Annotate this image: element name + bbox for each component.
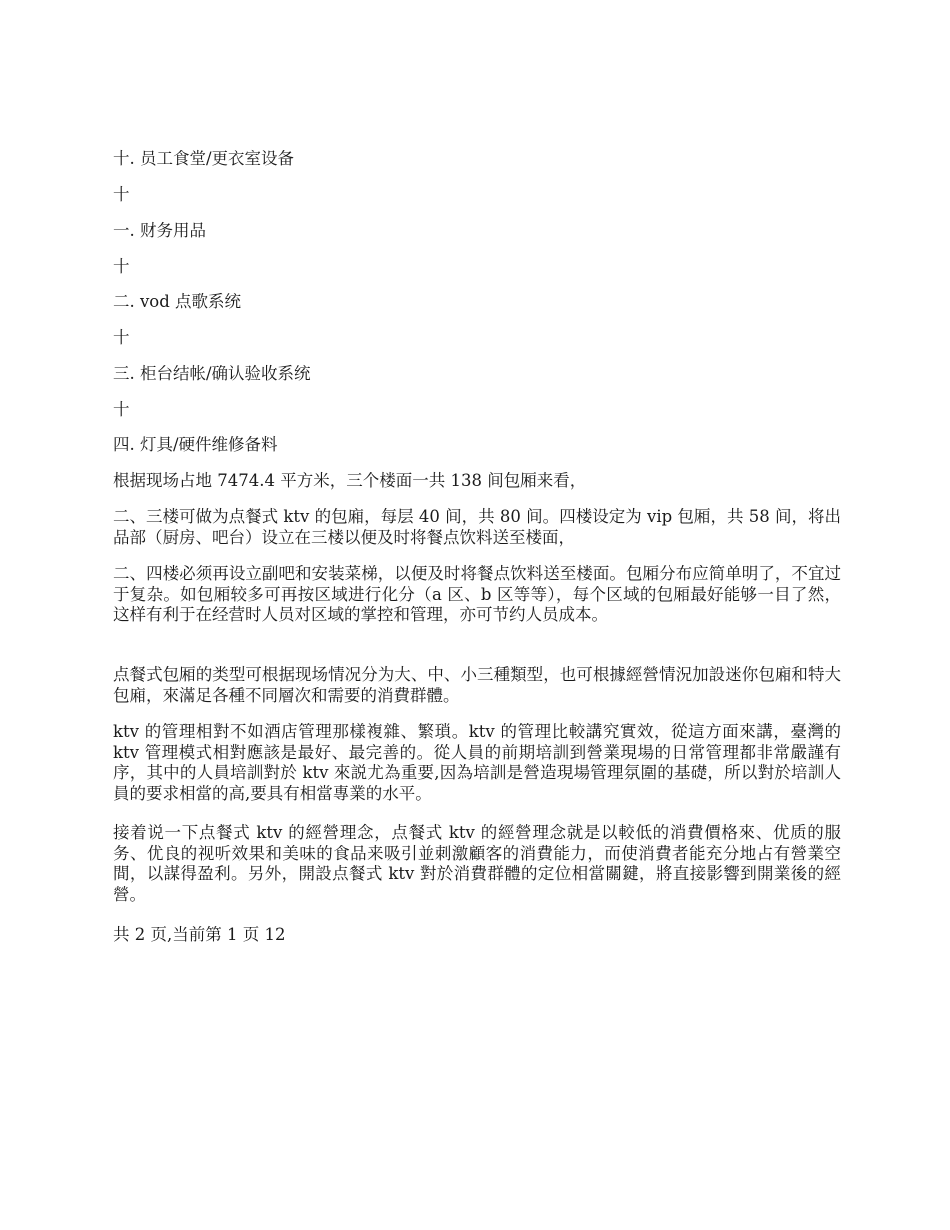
list-heading: 一. 财务用品 (113, 221, 206, 240)
body-paragraph: 根据现场占地 7474.4 平方米，三个楼面一共 138 间包厢来看， (113, 471, 587, 490)
body-paragraph: 二、四楼必须再设立副吧和安装菜梯，以便及时将餐点饮料送至楼面。包厢分布应简单明了，不宜过于复杂。如包厢较多可再按区域进行化分（a 区、b 区等等），每个区域的包厢最好能够一目了然，这样有利于在经营时人员对区域的掌控和管理，亦可节约人员成本。 (113, 564, 841, 624)
body-paragraph: ktv 的管理相對不如酒店管理那樣複雜、繁瑣。ktv 的管理比較講究實效，從這方面來講，臺灣的 ktv 管理模式相對應該是最好、最完善的。從人員的前期培訓到營業現場的日常管理都非常嚴謹有序，其中的人員培訓對於 ktv 來説尤為重要,因為培訓是營造現場管理氛圍的基礎，所以對於培訓人員的要求相當的高,要具有相當專業的水平。 (113, 722, 841, 803)
list-heading: 十 (113, 328, 130, 347)
page-footer: 共 2 页,当前第 1 页 12 (113, 925, 286, 944)
body-paragraph: 点餐式包厢的类型可根据现场情况分为大、中、小三種類型，也可根據經營情況加設迷你包廂和特大包廂，來滿足各種不同層次和需要的消費群體。 (113, 665, 841, 705)
body-paragraph: 接着说一下点餐式 ktv 的經營理念，点餐式 ktv 的經營理念就是以較低的消費價格來、优质的服务、优良的视听效果和美味的食品来吸引並刺激顧客的消費能力，而使消費者能充分地占有營業空間，以謀得盈利。另外，開設点餐式 ktv 對於消費群體的定位相當關鍵，將直接影響到開業後的經營。 (113, 823, 841, 904)
list-heading: 十. 员工食堂/更衣室设备 (113, 149, 295, 168)
list-heading: 三. 柜台结帐/确认验收系统 (113, 364, 311, 383)
body-paragraph: 二、三楼可做为点餐式 ktv 的包廂，每层 40 间，共 80 间。四楼设定为 vip 包厢，共 58 间，将出品部（厨房、吧台）设立在三楼以便及时将餐点饮料送至楼面， (113, 507, 841, 547)
list-heading: 十 (113, 185, 130, 204)
document-page (113, 0, 841, 1230)
list-heading: 十 (113, 257, 130, 276)
list-heading: 二. vod 点歌系统 (113, 292, 242, 311)
list-heading: 十 (113, 400, 130, 419)
list-heading: 四. 灯具/硬件维修备料 (113, 435, 278, 454)
